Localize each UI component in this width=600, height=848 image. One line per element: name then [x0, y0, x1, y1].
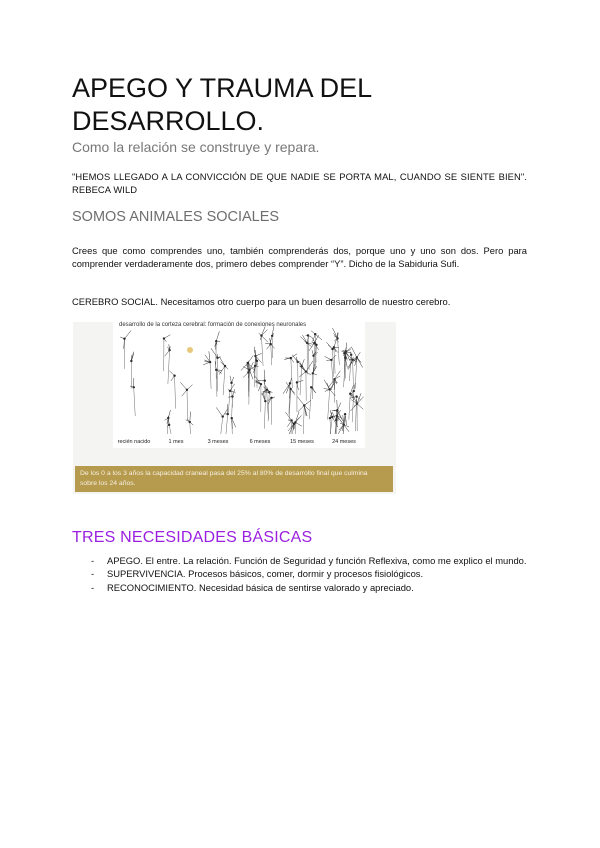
list-item: [72, 568, 527, 580]
neuron-stage-6: [324, 328, 364, 434]
document-subtitle: Como la relación se construye y repara.: [72, 139, 320, 155]
need-reconocimiento: RECONOCIMIENTO. Necesidad básica de sentirse valorado y apreciado.: [107, 581, 414, 593]
needs-list: [72, 555, 527, 595]
section-heading-needs: TRES NECESIDADES BÁSICAS: [72, 529, 313, 546]
neuron-development-figure: [73, 322, 396, 494]
list-dash: -: [91, 568, 95, 580]
neuron-drawing: [113, 322, 365, 448]
stage-label: 3 meses: [207, 439, 229, 445]
list-dash: -: [91, 555, 95, 566]
figure-caption-banner: [75, 466, 393, 492]
neuron-stage-2: [163, 335, 193, 434]
list-item: [72, 582, 527, 594]
opening-quote: "HEMOS LLEGADO A LA CONVICCIÓN DE QUE NADIE SE PORTA MAL, CUANDO SE SIENTE BIEN". REBECA WILD: [72, 171, 527, 195]
neuron-stage-1: [120, 330, 135, 416]
list-item: [72, 555, 527, 567]
stage-label: recién nacido: [117, 439, 151, 445]
figure-top-caption: desarrollo de la corteza cerebral: formación de conexiones neuronales: [119, 322, 307, 328]
section-heading-social: SOMOS ANIMALES SOCIALES: [72, 209, 280, 225]
neuron-illustration: [113, 322, 365, 448]
stage-label: 1 mes: [168, 439, 184, 445]
stage-label: 6 meses: [249, 439, 271, 445]
neuron-stage-5: [283, 331, 322, 434]
stage-label: 15 meses: [290, 439, 314, 445]
stage-label: 24 meses: [332, 439, 356, 445]
neuron-stage-3: [203, 331, 236, 434]
figure-banner-text: De los 0 a los 3 años la capacidad craneal pasa del 25% al 80% de desarrollo final que culmina sobre los 24 años.: [80, 470, 368, 487]
need-supervivencia: SUPERVIVENCIA. Procesos básicos, comer, dormir y procesos fisiológicos.: [107, 568, 424, 580]
social-brain-paragraph: CEREBRO SOCIAL. Necesitamos otro cuerpo para un buen desarrollo de nuestro cerebro.: [72, 296, 451, 307]
list-dash: -: [91, 581, 95, 593]
document-title: APEGO Y TRAUMA DEL DESARROLLO.: [72, 73, 372, 136]
neuron-stage-4: [241, 326, 275, 428]
sufi-paragraph: Crees que como comprendes uno, también comprenderás dos, porque uno y uno son dos. Pero para comprender verdaderamente dos, primero debes comprender “Y”. Dicho de la Sabiduria Sufi.: [72, 245, 527, 269]
need-apego: APEGO. El entre. La relación. Función de Seguridad y función Reflexiva, como me explico el mundo.: [107, 555, 527, 566]
